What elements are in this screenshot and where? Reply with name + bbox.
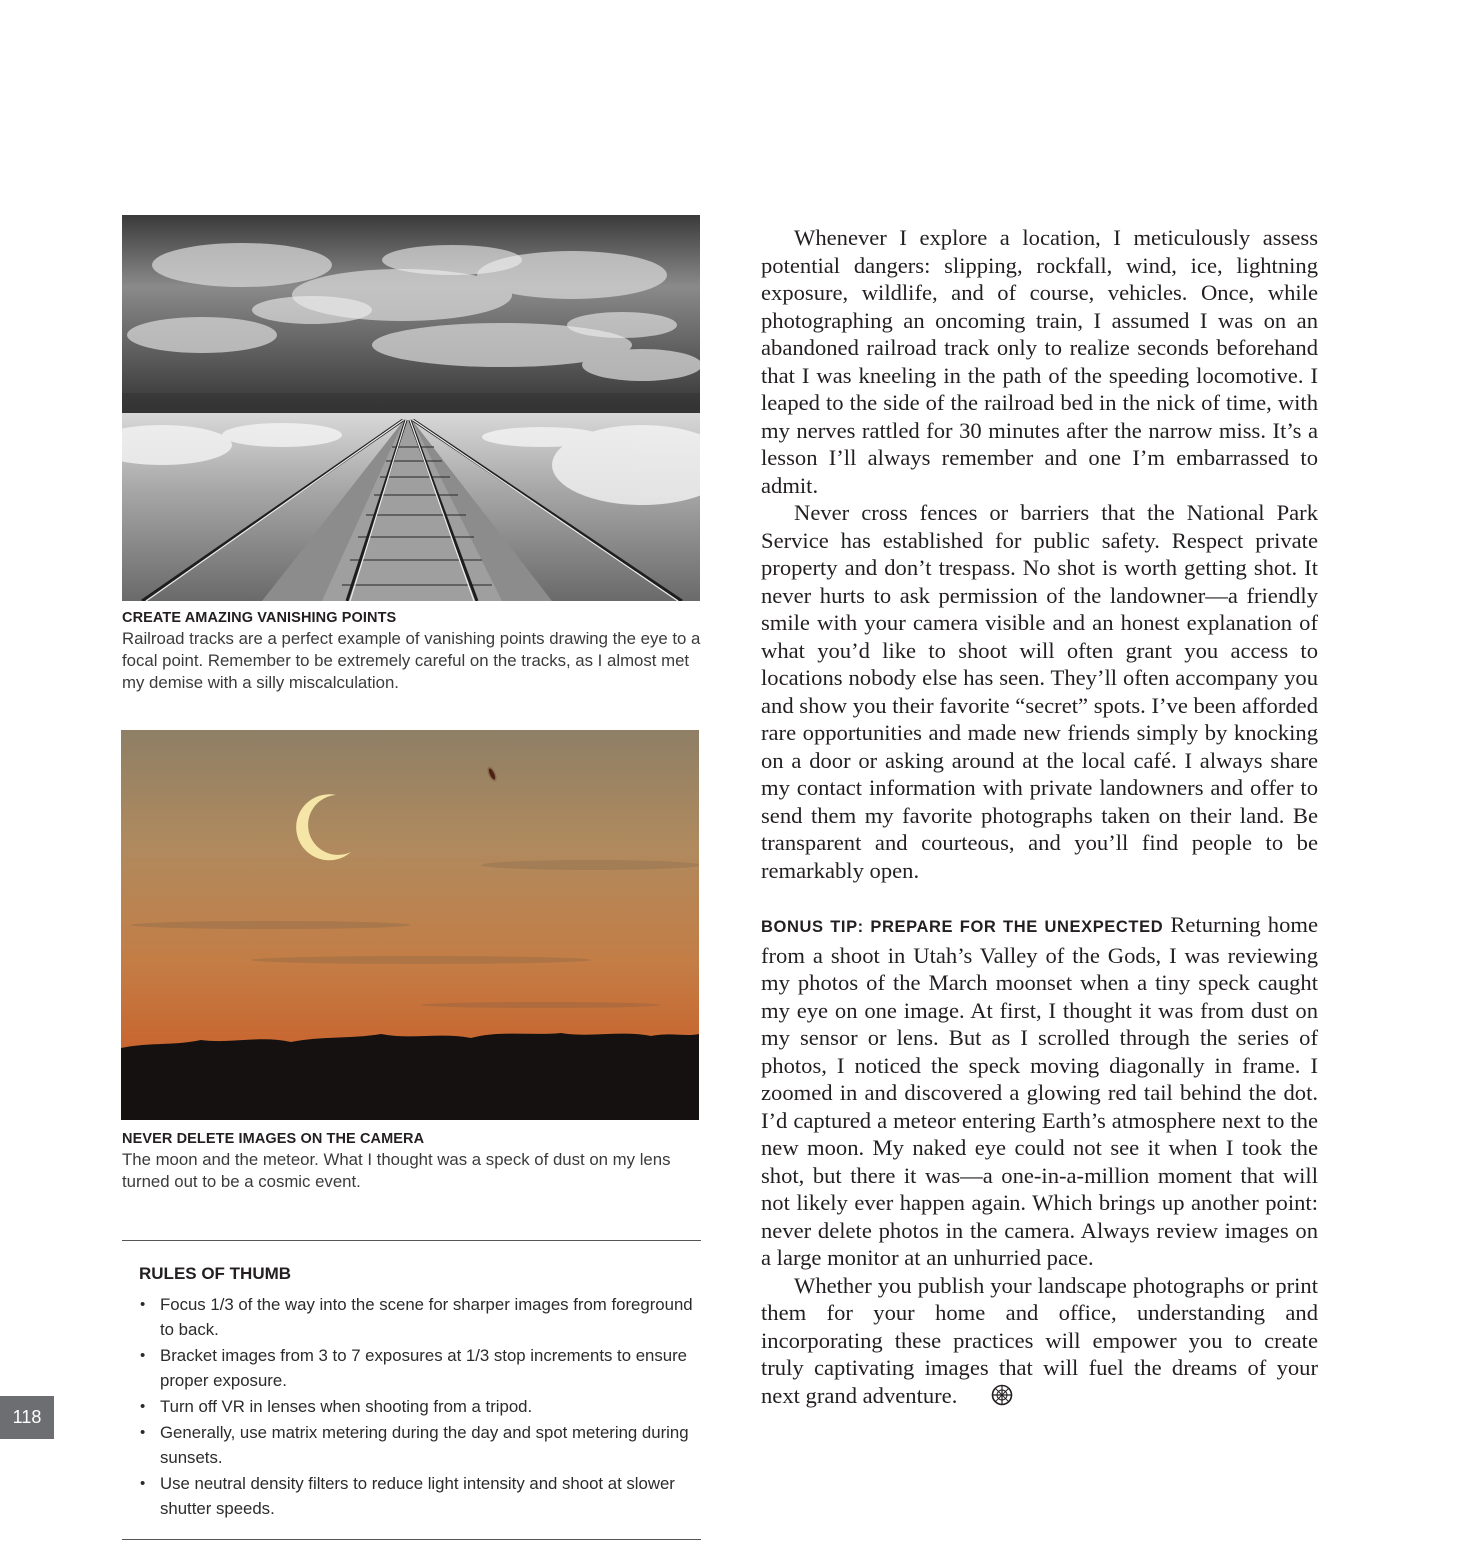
list-item: • Focus 1/3 of the way into the scene for sharper images from foreground to back.	[139, 1292, 699, 1342]
paragraph-spacer	[761, 884, 1318, 911]
page-number: 118	[0, 1396, 54, 1439]
caption-title: CREATE AMAZING VANISHING POINTS	[122, 610, 397, 626]
caption-text: Railroad tracks are a perfect example of vanishing points drawing the eye to a focal point. Remember to be extremely careful on the tracks, as I almost met my demise with a silly miscalculation.	[122, 629, 701, 692]
list-item: • Turn off VR in lenses when shooting from a tripod.	[139, 1394, 699, 1419]
list-item: • Generally, use matrix metering during the day and spot metering during sunsets.	[139, 1420, 699, 1470]
railroad-tracks-photo	[122, 215, 700, 601]
body-paragraph: Never cross fences or barriers that the National Park Service has established for public safety. Respect private property and don’t trespass. No shot is worth getting shot. It never hurts to ask permission of the landowner—a friendly smile with your camera visible and an honest explanation of what you’d like to shoot will often grant you access to locations nobody else has seen. They’ll often accompany you and show you their favorite “secret” spots. I’ve been afforded rare opportunities and made new friends simply by knocking on a door or asking around at the local café. I always share my contact information with private landowners and offer to send them my favorite photographs taken on their land. Be transparent and courteous, and you’ll find people to be remarkably open.	[761, 500, 1318, 883]
moon-and-meteor-photo	[121, 730, 699, 1120]
bonus-tip-label: BONUS TIP: PREPARE FOR THE UNEXPECTED	[761, 918, 1164, 936]
figure-caption	[122, 609, 704, 694]
article-body	[761, 224, 1318, 1412]
caption-title: NEVER DELETE IMAGES ON THE CAMERA	[122, 1131, 425, 1147]
body-paragraph: Whenever I explore a location, I meticulously assess potential dangers: slipping, rockfall, wind, ice, lightning exposure, wildlife, and of course, vehicles. Once, while photographing an oncoming train, I assumed I was on an abandoned railroad track only to realize seconds beforehand that I was kneeling in the path of the speeding locomotive. I leaped to the side of the railroad bed in the nick of time, with my nerves rattled for 30 minutes after the narrow miss. It’s a lesson I’ll always remember and one I’m embarrassed to admit.	[761, 225, 1318, 498]
caption-text: The moon and the meteor. What I thought was a speck of dust on my lens turned out to be a cosmic event.	[122, 1150, 671, 1191]
rules-title: RULES OF THUMB	[139, 1264, 292, 1283]
list-item: • Bracket images from 3 to 7 exposures at 1/3 stop increments to ensure proper exposure.	[139, 1343, 699, 1393]
closing-text: Whether you publish your landscape photographs or print them for your home and office, understanding and incorporating these practices will empower you to create truly captivating images that will fuel the dreams of your next grand adventure.	[761, 1272, 1318, 1408]
closing-paragraph	[761, 1272, 1318, 1413]
list-item: • Use neutral density filters to reduce light intensity and shoot at slower shutter speeds.	[139, 1471, 699, 1521]
rules-list	[139, 1292, 699, 1522]
compass-end-mark-icon	[958, 1384, 1013, 1413]
bonus-tip-paragraph	[761, 911, 1318, 1272]
bonus-tip-text: Returning home from a shoot in Utah’s Valley of the Gods, I was reviewing my photos of the March moonset when a tiny speck caught my eye on one image. At first, I thought it was from dust on my sensor or lens. But as I scrolled through the series of photos, I noticed the speck moving diagonally in frame. I zoomed in and discovered a glowing red tail behind the dot. I’d captured a meteor entering Earth’s atmosphere next to the new moon. My naked eye could not see it when I took the shot, but there it was—a one-in-a-million moment that will not likely ever happen again. Which brings up another point: never delete photos in the camera. Always review images on a large monitor at an unhurried pace.	[761, 912, 1318, 1270]
figure-caption	[122, 1130, 704, 1193]
rules-of-thumb-box	[122, 1240, 701, 1540]
